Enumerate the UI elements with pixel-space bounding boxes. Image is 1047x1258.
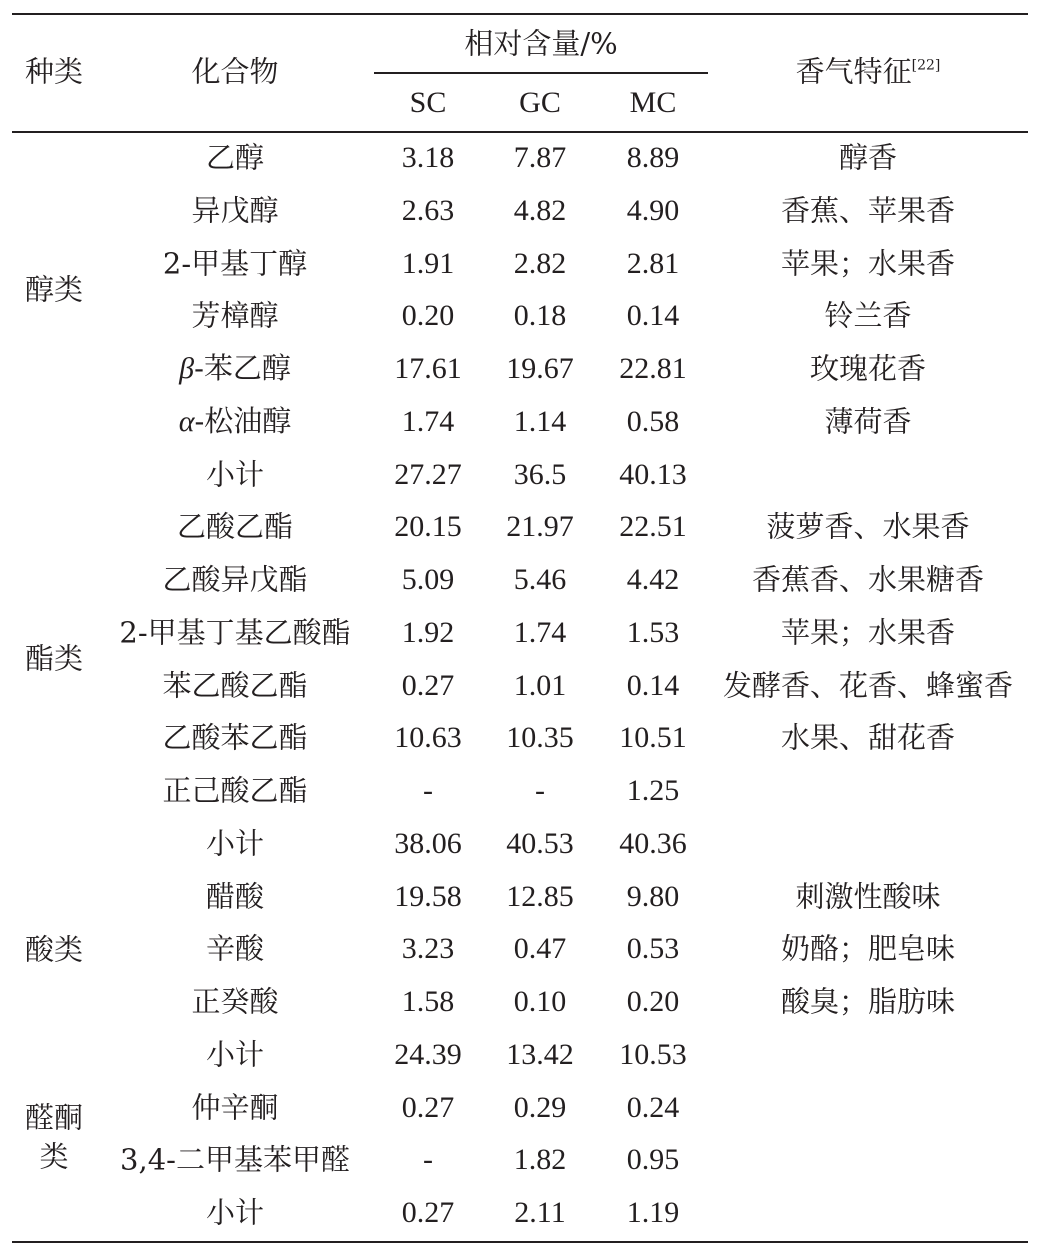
aroma-cell: 菠萝香、水果香 bbox=[766, 509, 970, 544]
gc-value: 40.53 bbox=[506, 826, 574, 860]
header-sub-rule bbox=[374, 72, 708, 74]
sc-value: 1.58 bbox=[401, 985, 455, 1018]
gc-value: 12.85 bbox=[506, 879, 574, 913]
gc-value: 1.14 bbox=[513, 404, 567, 438]
mc-value: 8.89 bbox=[626, 141, 680, 174]
compound-cell: 小计 bbox=[205, 1037, 265, 1072]
mc-value: 9.80 bbox=[626, 879, 680, 913]
sc-value: 20.15 bbox=[394, 510, 462, 544]
gc-value: 1.01 bbox=[513, 668, 567, 702]
sc-value: 5.09 bbox=[401, 563, 455, 596]
compound-cell: 乙酸苯乙酯 bbox=[162, 720, 308, 755]
mc-value: 40.13 bbox=[619, 457, 687, 491]
mc-value: 2.81 bbox=[626, 246, 680, 280]
mc-value: 10.53 bbox=[619, 1037, 687, 1071]
aroma-cell: 发酵香、花香、蜂蜜香 bbox=[722, 668, 1014, 702]
sc-value: 17.61 bbox=[394, 352, 462, 385]
gc-value: 0.10 bbox=[513, 985, 567, 1018]
header-aroma-ref: [22] bbox=[911, 57, 941, 74]
group-label-line2: 类 bbox=[39, 1139, 69, 1174]
compound-cell: 小计 bbox=[205, 826, 265, 861]
compound-cell: 仲辛酮 bbox=[191, 1090, 279, 1124]
mc-value: 4.90 bbox=[626, 193, 680, 227]
compound-cell bbox=[178, 403, 292, 438]
compound-cell: 正癸酸 bbox=[191, 984, 279, 1019]
gc-value: 10.35 bbox=[506, 721, 574, 755]
header-compound: 化合物 bbox=[191, 54, 279, 89]
compound-greek-prefix: β bbox=[179, 352, 195, 385]
aroma-cell: 苹果；水果香 bbox=[780, 615, 956, 650]
aroma-cell: 薄荷香 bbox=[824, 404, 912, 439]
aroma-cell: 铃兰香 bbox=[824, 298, 912, 333]
group-label-line1: 醛酮 bbox=[24, 1100, 84, 1135]
sc-value: 24.39 bbox=[394, 1037, 462, 1071]
gc-value: 21.97 bbox=[506, 510, 574, 544]
compound-cell: 小计 bbox=[205, 1195, 265, 1230]
bottom-rule bbox=[12, 1241, 1028, 1243]
gc-value: 13.42 bbox=[506, 1037, 574, 1071]
mc-value: 22.81 bbox=[619, 352, 687, 385]
compound-cell: 正己酸乙酯 bbox=[162, 773, 308, 808]
compound-cell: 醋酸 bbox=[205, 879, 265, 913]
aroma-cell: 玫瑰花香 bbox=[809, 351, 927, 386]
compound-cell: 异戊醇 bbox=[191, 193, 279, 228]
header-mc: MC bbox=[629, 86, 677, 119]
mc-value: 1.19 bbox=[626, 1196, 680, 1229]
gc-value: 0.47 bbox=[513, 932, 567, 966]
aroma-cell: 苹果；水果香 bbox=[780, 246, 956, 280]
mc-value: 0.20 bbox=[626, 985, 680, 1018]
gc-value: 1.82 bbox=[513, 1143, 567, 1177]
gc-value: 19.67 bbox=[506, 352, 574, 385]
gc-value: 7.87 bbox=[513, 141, 567, 174]
aroma-cell: 酸臭；脂肪味 bbox=[780, 984, 956, 1019]
aroma-cell: 香蕉香、水果糖香 bbox=[751, 562, 985, 597]
compound-cell: 乙酸乙酯 bbox=[176, 509, 294, 544]
header-aroma bbox=[795, 54, 941, 89]
mc-value: 1.53 bbox=[626, 615, 680, 649]
gc-value: 0.29 bbox=[513, 1090, 567, 1124]
gc-value: 2.11 bbox=[514, 1196, 566, 1229]
mc-value: 1.25 bbox=[626, 774, 680, 807]
compound-cell: 乙酸异戊酯 bbox=[162, 562, 308, 597]
gc-value: 4.82 bbox=[513, 193, 567, 227]
gc-value: 1.74 bbox=[513, 615, 567, 649]
sc-value: 0.27 bbox=[401, 1196, 455, 1229]
sc-value: 3.23 bbox=[401, 932, 455, 966]
mc-value: 10.51 bbox=[619, 721, 687, 755]
gc-value: 0.18 bbox=[513, 299, 567, 333]
compound-cell: 2-甲基丁基乙酸酯 bbox=[119, 615, 351, 650]
sc-value: 10.63 bbox=[394, 721, 462, 755]
compound-cell: 3,4-二甲基苯甲醛 bbox=[120, 1142, 350, 1177]
sc-value: 1.74 bbox=[401, 404, 455, 438]
sc-value: 1.91 bbox=[401, 246, 455, 280]
sc-value: - bbox=[423, 774, 433, 807]
sc-value: 0.27 bbox=[401, 668, 455, 702]
header-category: 种类 bbox=[24, 54, 84, 89]
compound-name-rest: -松油醇 bbox=[194, 403, 292, 438]
mc-value: 0.95 bbox=[626, 1143, 680, 1177]
gc-value: 5.46 bbox=[513, 563, 567, 596]
aroma-cell: 水果、甜花香 bbox=[780, 720, 956, 755]
compound-cell: 辛酸 bbox=[205, 931, 265, 966]
compound-cell bbox=[179, 351, 291, 385]
mc-value: 22.51 bbox=[619, 510, 687, 544]
aroma-cell: 醇香 bbox=[838, 140, 898, 175]
sc-value: 27.27 bbox=[394, 457, 462, 491]
compound-greek-prefix: α bbox=[178, 404, 195, 438]
gc-value: 36.5 bbox=[513, 457, 567, 491]
mc-value: 0.24 bbox=[626, 1090, 680, 1124]
group-label: 酯类 bbox=[24, 641, 84, 676]
header-gc: GC bbox=[519, 86, 561, 119]
sc-value: 3.18 bbox=[401, 141, 455, 174]
top-rule bbox=[12, 13, 1028, 15]
sc-value: 2.63 bbox=[401, 193, 455, 227]
mc-value: 40.36 bbox=[619, 826, 687, 860]
sc-value: 19.58 bbox=[394, 879, 462, 913]
sc-value: 0.20 bbox=[401, 299, 455, 333]
sc-value: 1.92 bbox=[401, 615, 455, 649]
aroma-cell: 刺激性酸味 bbox=[795, 879, 941, 913]
group-label: 酸类 bbox=[24, 932, 84, 967]
aroma-cell: 香蕉、苹果香 bbox=[780, 193, 956, 228]
mc-value: 0.53 bbox=[626, 932, 680, 966]
aroma-cell: 奶酪；肥皂味 bbox=[780, 931, 956, 966]
mc-value: 4.42 bbox=[626, 563, 680, 596]
compound-name-rest: -苯乙醇 bbox=[194, 351, 291, 385]
mc-value: 0.58 bbox=[626, 404, 680, 438]
header-bottom-rule bbox=[12, 131, 1028, 133]
compound-cell: 苯乙酸乙酯 bbox=[162, 668, 308, 702]
mc-value: 0.14 bbox=[626, 299, 680, 333]
sc-value: 38.06 bbox=[394, 826, 462, 860]
header-sc: SC bbox=[409, 86, 447, 119]
sc-value: - bbox=[423, 1143, 433, 1177]
header-relative-content: 相对含量/% bbox=[464, 26, 618, 61]
gc-value: - bbox=[535, 774, 545, 807]
header-aroma-label: 香气特征 bbox=[795, 54, 912, 89]
sc-value: 0.27 bbox=[401, 1090, 455, 1124]
compound-cell: 芳樟醇 bbox=[191, 298, 279, 333]
gc-value: 2.82 bbox=[513, 246, 567, 280]
compound-cell: 小计 bbox=[205, 457, 265, 491]
mc-value: 0.14 bbox=[626, 668, 680, 702]
group-label: 醇类 bbox=[24, 272, 84, 307]
compound-cell: 2-甲基丁醇 bbox=[162, 246, 308, 280]
compound-cell: 乙醇 bbox=[205, 140, 265, 175]
